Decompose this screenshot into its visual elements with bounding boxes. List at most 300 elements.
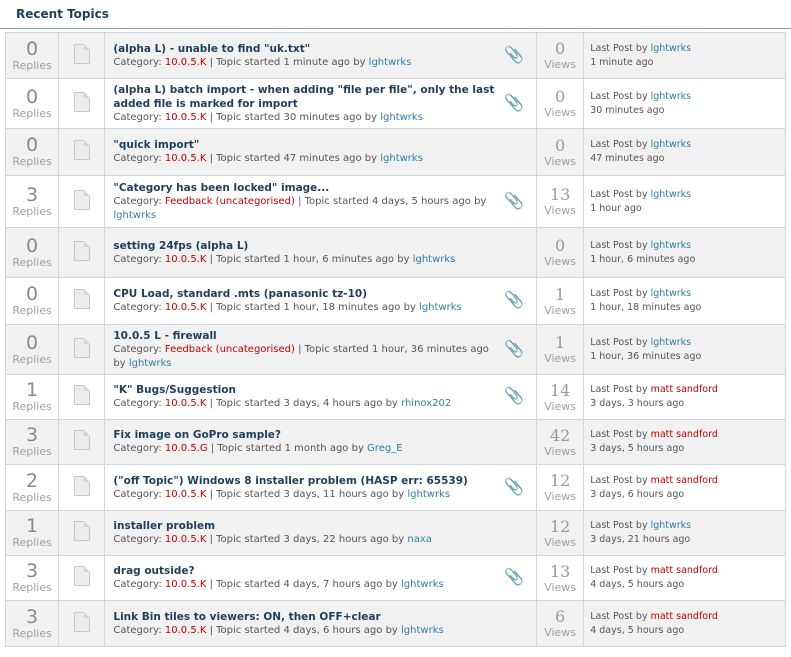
last-post-cell xyxy=(584,511,786,556)
last-post-user-link[interactable]: matt sandford xyxy=(650,384,718,395)
topic-cell xyxy=(105,325,537,375)
topic-row[interactable] xyxy=(6,465,786,511)
document-icon xyxy=(74,92,90,112)
topic-title-link[interactable]: 10.0.5 L - firewall xyxy=(113,329,217,342)
replies-cell xyxy=(6,601,59,647)
topic-meta xyxy=(113,195,496,223)
last-post-user-link[interactable]: matt sandford xyxy=(650,429,718,440)
last-post-user-link[interactable]: lghtwrks xyxy=(650,520,692,531)
views-count: 13 xyxy=(549,185,571,204)
last-post-time: 4 days, 5 hours ago xyxy=(590,624,685,636)
author-link[interactable]: lghtwrks xyxy=(113,209,157,221)
category-link[interactable]: 10.0.5.K xyxy=(164,624,207,636)
topic-row[interactable] xyxy=(6,176,786,228)
category-prefix: Category: xyxy=(113,56,165,68)
last-post-cell xyxy=(584,228,786,278)
topic-started-label: | Topic started xyxy=(206,302,284,313)
last-post-line xyxy=(590,428,779,442)
topic-started-label: | Topic started xyxy=(206,56,284,68)
last-post-cell xyxy=(584,556,786,601)
replies-cell xyxy=(6,129,59,176)
replies-cell xyxy=(6,420,59,465)
document-icon xyxy=(74,521,90,541)
recent-topics-header xyxy=(0,0,791,32)
page-title: Recent Topics xyxy=(16,7,109,21)
last-post-user-link[interactable]: matt sandford xyxy=(650,474,718,486)
replies-count: 0 xyxy=(26,331,39,354)
views-count: 1 xyxy=(555,284,566,304)
category-prefix: Category: xyxy=(113,398,165,409)
by-label: by xyxy=(382,398,402,409)
topic-row[interactable] xyxy=(6,511,786,556)
replies-cell xyxy=(6,228,59,278)
last-post-label: Last Post by xyxy=(590,239,651,251)
views-cell xyxy=(537,556,584,601)
topics-table xyxy=(5,32,786,647)
topic-started-label: | Topic started xyxy=(206,488,284,500)
views-cell xyxy=(537,33,584,79)
category-prefix: Category: xyxy=(113,111,165,123)
views-count: 14 xyxy=(549,380,571,400)
author-link[interactable]: lghtwrks xyxy=(407,488,451,500)
views-count: 0 xyxy=(555,135,566,155)
author-link[interactable]: Greg_E xyxy=(367,443,403,454)
author-link[interactable]: lghtwrks xyxy=(401,624,444,636)
topic-started-label: | Topic started xyxy=(294,343,372,355)
document-icon xyxy=(74,476,90,496)
document-icon xyxy=(74,140,90,160)
document-icon xyxy=(74,190,90,210)
views-count: 42 xyxy=(549,425,571,445)
replies-label: Replies xyxy=(12,255,52,269)
last-post-time: 3 days, 5 hours ago xyxy=(590,443,685,454)
last-post-line xyxy=(590,564,779,578)
paperclip-icon: 📎 xyxy=(504,567,525,586)
last-post-time: 1 hour ago xyxy=(590,202,642,214)
topic-title-link[interactable]: CPU Load, standard .mts (panasonic tz-10) xyxy=(113,288,368,300)
author-link[interactable]: rhinox202 xyxy=(401,398,452,409)
topic-icon-cell xyxy=(59,556,105,601)
last-post-line xyxy=(590,383,779,397)
topic-meta xyxy=(113,253,496,267)
views-cell xyxy=(537,420,584,465)
by-label: by xyxy=(113,357,129,369)
views-label: Views xyxy=(544,444,577,458)
paperclip-icon: 📎 xyxy=(504,92,525,112)
topic-title-link[interactable]: installer problem xyxy=(113,520,216,532)
topic-title-link[interactable]: (alpha L) - unable to find "uk.txt" xyxy=(113,42,311,55)
document-icon xyxy=(74,612,90,632)
replies-label: Replies xyxy=(12,58,52,72)
topic-cell xyxy=(105,228,537,278)
topic-started-label: | Topic started xyxy=(206,624,284,636)
topic-started-time: 4 days, 6 hours ago xyxy=(283,624,383,636)
views-label: Views xyxy=(544,535,577,549)
topic-cell xyxy=(105,375,537,420)
topic-icon-cell xyxy=(59,228,105,278)
by-label: by xyxy=(470,195,487,207)
views-label: Views xyxy=(544,204,577,217)
last-post-cell xyxy=(584,420,786,465)
replies-count: 0 xyxy=(26,85,39,108)
topic-cell xyxy=(105,420,537,465)
views-count: 6 xyxy=(555,607,566,626)
last-post-time: 3 days, 3 hours ago xyxy=(590,398,685,409)
topic-title-link[interactable]: Link Bin tiles to viewers: ON, then OFF+clear xyxy=(113,610,381,623)
topic-row[interactable] xyxy=(6,601,786,647)
category-link[interactable]: Feedback (uncategorised) xyxy=(164,343,295,355)
category-prefix: Category: xyxy=(113,443,165,454)
last-post-cell xyxy=(584,465,786,511)
topic-row[interactable] xyxy=(6,278,786,325)
topic-cell xyxy=(105,278,537,325)
replies-cell xyxy=(6,556,59,601)
paperclip-icon: 📎 xyxy=(504,190,525,210)
views-label: Views xyxy=(544,352,577,365)
paperclip-icon: 📎 xyxy=(504,386,525,405)
topic-started-label: | Topic started xyxy=(294,195,372,207)
replies-cell xyxy=(6,176,59,228)
document-icon xyxy=(74,241,90,261)
last-post-time: 1 hour, 36 minutes ago xyxy=(590,350,702,362)
document-icon xyxy=(74,566,90,586)
replies-label: Replies xyxy=(12,581,52,594)
last-post-label: Last Post by xyxy=(590,336,651,348)
topic-started-label: | Topic started xyxy=(206,153,284,164)
topic-meta xyxy=(113,152,496,166)
replies-count: 0 xyxy=(26,37,39,60)
last-post-cell xyxy=(584,176,786,228)
last-post-cell xyxy=(584,325,786,375)
category-prefix: Category: xyxy=(113,195,165,207)
replies-label: Replies xyxy=(12,490,52,504)
topic-icon-cell xyxy=(59,420,105,465)
topic-started-label: | Topic started xyxy=(207,443,285,454)
replies-cell xyxy=(6,511,59,556)
replies-label: Replies xyxy=(12,304,52,317)
last-post-cell xyxy=(584,278,786,325)
topic-started-time: 1 hour, 18 minutes ago xyxy=(283,302,401,313)
by-label: by xyxy=(361,111,381,123)
document-icon xyxy=(74,44,90,64)
last-post-line xyxy=(590,336,779,350)
replies-label: Replies xyxy=(12,204,52,218)
paperclip-icon: 📎 xyxy=(504,338,525,358)
last-post-line xyxy=(590,138,779,152)
views-cell xyxy=(537,79,584,129)
replies-count: 3 xyxy=(26,605,39,628)
topic-icon-cell xyxy=(59,601,105,647)
category-link[interactable]: 10.0.5.K xyxy=(164,534,207,545)
last-post-user-link[interactable]: lghtwrks xyxy=(650,188,692,200)
category-link[interactable]: 10.0.5.K xyxy=(164,253,207,265)
topic-meta xyxy=(113,56,496,70)
topic-icon-cell xyxy=(59,278,105,325)
topic-cell xyxy=(105,556,537,601)
author-link[interactable]: naxa xyxy=(407,534,432,545)
topic-meta xyxy=(113,578,496,592)
by-label: by xyxy=(382,624,402,636)
author-link[interactable]: lghtwrks xyxy=(128,357,172,369)
replies-cell xyxy=(6,278,59,325)
last-post-label: Last Post by xyxy=(590,565,651,576)
topic-cell xyxy=(105,511,537,556)
by-label: by xyxy=(348,443,368,454)
topic-row[interactable] xyxy=(6,420,786,465)
topic-title-link[interactable]: "K" Bugs/Suggestion xyxy=(113,384,236,396)
by-label: by xyxy=(350,56,369,68)
last-post-line xyxy=(590,42,779,56)
topic-row[interactable] xyxy=(6,129,786,176)
category-link[interactable]: 10.0.5.K xyxy=(164,56,207,68)
last-post-time: 3 days, 6 hours ago xyxy=(590,488,685,500)
views-count: 0 xyxy=(555,39,566,58)
last-post-cell xyxy=(584,79,786,129)
topic-started-label: | Topic started xyxy=(206,253,284,265)
topic-started-time: 1 hour, 36 minutes ago xyxy=(371,343,489,355)
author-link[interactable]: lghtwrks xyxy=(419,302,462,313)
topic-meta xyxy=(113,442,496,456)
replies-count: 3 xyxy=(26,183,39,206)
by-label: by xyxy=(388,488,408,500)
replies-label: Replies xyxy=(12,445,52,458)
replies-label: Replies xyxy=(12,352,52,366)
last-post-time: 30 minutes ago xyxy=(590,104,665,116)
topic-row[interactable] xyxy=(6,556,786,601)
views-count: 12 xyxy=(549,516,571,536)
last-post-label: Last Post by xyxy=(590,610,651,622)
topic-cell xyxy=(105,79,537,129)
header-divider xyxy=(0,28,791,29)
replies-cell xyxy=(6,375,59,420)
views-cell xyxy=(537,228,584,278)
topic-icon-cell xyxy=(59,176,105,228)
views-cell xyxy=(537,176,584,228)
topic-started-time: 1 hour, 6 minutes ago xyxy=(283,253,395,265)
last-post-line xyxy=(590,519,779,533)
topic-row[interactable] xyxy=(6,33,786,79)
author-link[interactable]: lghtwrks xyxy=(401,579,444,590)
topic-meta xyxy=(113,624,496,638)
views-label: Views xyxy=(544,154,577,168)
category-link[interactable]: 10.0.5.K xyxy=(164,579,207,590)
replies-cell xyxy=(6,465,59,511)
category-prefix: Category: xyxy=(113,343,165,355)
topic-title-link[interactable]: "quick import" xyxy=(113,139,200,151)
topic-started-time: 4 days, 5 hours ago xyxy=(371,195,471,207)
views-count: 0 xyxy=(555,87,566,106)
topic-started-time: 47 minutes ago xyxy=(283,153,362,164)
topic-title-link[interactable]: ("off Topic") Windows 8 installer problem (HASP err: 65539) xyxy=(113,474,468,487)
last-post-user-link[interactable]: lghtwrks xyxy=(650,90,692,102)
category-link[interactable]: 10.0.5.K xyxy=(164,153,207,164)
last-post-user-link[interactable]: matt sandford xyxy=(650,610,718,622)
last-post-label: Last Post by xyxy=(590,429,651,440)
topic-started-time: 1 month ago xyxy=(284,443,349,454)
last-post-time: 47 minutes ago xyxy=(590,153,665,164)
topic-title-link[interactable]: drag outside? xyxy=(113,565,195,577)
topic-title-link[interactable]: Fix image on GoPro sample? xyxy=(113,429,282,441)
last-post-user-link[interactable]: lghtwrks xyxy=(650,239,692,251)
last-post-label: Last Post by xyxy=(590,288,651,299)
replies-count: 2 xyxy=(26,469,39,492)
topic-title-link[interactable]: setting 24fps (alpha L) xyxy=(113,239,249,252)
last-post-line xyxy=(590,610,779,624)
views-cell xyxy=(537,465,584,511)
topic-started-label: | Topic started xyxy=(206,579,284,590)
topic-cell xyxy=(105,129,537,176)
category-link[interactable]: Feedback (uncategorised) xyxy=(164,195,295,207)
category-link[interactable]: 10.0.5.K xyxy=(164,111,207,123)
by-label: by xyxy=(361,153,381,164)
topic-cell xyxy=(105,33,537,79)
views-count: 0 xyxy=(555,236,566,255)
last-post-cell xyxy=(584,33,786,79)
replies-label: Replies xyxy=(12,155,52,168)
topic-started-label: | Topic started xyxy=(206,398,284,409)
last-post-time: 1 hour, 6 minutes ago xyxy=(590,253,696,265)
author-link[interactable]: lghtwrks xyxy=(380,111,423,123)
views-cell xyxy=(537,601,584,647)
last-post-time: 4 days, 5 hours ago xyxy=(590,579,685,590)
topic-started-time: 30 minutes ago xyxy=(283,111,362,123)
last-post-cell xyxy=(584,601,786,647)
last-post-label: Last Post by xyxy=(590,42,651,54)
topic-started-label: | Topic started xyxy=(206,111,284,123)
category-link[interactable]: 10.0.5.K xyxy=(164,398,207,409)
views-cell xyxy=(537,325,584,375)
views-cell xyxy=(537,375,584,420)
last-post-user-link[interactable]: lghtwrks xyxy=(650,288,692,299)
views-label: Views xyxy=(544,580,577,594)
paperclip-icon: 📎 xyxy=(504,44,525,64)
views-label: Views xyxy=(544,490,577,503)
category-prefix: Category: xyxy=(113,488,165,500)
views-label: Views xyxy=(544,58,577,71)
last-post-label: Last Post by xyxy=(590,474,651,486)
topic-started-time: 1 minute ago xyxy=(283,56,351,68)
views-label: Views xyxy=(544,626,577,639)
last-post-cell xyxy=(584,129,786,176)
last-post-user-link[interactable]: lghtwrks xyxy=(650,139,692,150)
topic-meta xyxy=(113,343,496,371)
replies-count: 1 xyxy=(26,515,39,537)
last-post-label: Last Post by xyxy=(590,90,651,102)
last-post-time: 1 minute ago xyxy=(590,56,654,68)
views-label: Views xyxy=(544,255,577,268)
topic-meta xyxy=(113,111,496,125)
topic-icon-cell xyxy=(59,511,105,556)
topic-row[interactable] xyxy=(6,79,786,129)
views-cell xyxy=(537,511,584,556)
category-link[interactable]: 10.0.5.G xyxy=(164,443,208,454)
topic-title-link[interactable]: (alpha L) batch import - when adding "file per file", only the last added file is marked for import xyxy=(113,83,495,110)
paperclip-icon: 📎 xyxy=(504,290,525,309)
by-label: by xyxy=(400,302,420,313)
replies-label: Replies xyxy=(12,400,52,413)
topic-row[interactable] xyxy=(6,325,786,375)
category-link[interactable]: 10.0.5.K xyxy=(164,302,207,313)
by-label: by xyxy=(388,534,408,545)
topic-cell xyxy=(105,601,537,647)
last-post-time: 3 days, 21 hours ago xyxy=(590,534,691,545)
last-post-label: Last Post by xyxy=(590,520,651,531)
last-post-label: Last Post by xyxy=(590,139,651,150)
topic-meta xyxy=(113,488,496,502)
topic-icon-cell xyxy=(59,129,105,176)
by-label: by xyxy=(382,579,402,590)
document-icon xyxy=(74,385,90,405)
topic-icon-cell xyxy=(59,325,105,375)
category-prefix: Category: xyxy=(113,253,165,265)
views-label: Views xyxy=(544,106,577,119)
topic-meta xyxy=(113,397,496,411)
last-post-label: Last Post by xyxy=(590,188,651,200)
replies-count: 1 xyxy=(26,379,39,401)
topic-icon-cell xyxy=(59,79,105,129)
replies-count: 0 xyxy=(26,283,39,305)
topic-title-link[interactable]: "Category has been locked" image... xyxy=(113,181,330,194)
replies-cell xyxy=(6,79,59,129)
document-icon xyxy=(74,289,90,309)
topic-meta xyxy=(113,533,496,547)
topic-icon-cell xyxy=(59,375,105,420)
replies-count: 3 xyxy=(26,424,39,446)
category-prefix: Category: xyxy=(113,624,165,636)
category-prefix: Category: xyxy=(113,302,165,313)
last-post-user-link[interactable]: lghtwrks xyxy=(650,42,692,54)
topic-meta xyxy=(113,301,496,315)
author-link[interactable]: lghtwrks xyxy=(380,153,423,164)
replies-label: Replies xyxy=(12,536,52,549)
topic-row[interactable] xyxy=(6,375,786,420)
views-count: 13 xyxy=(549,561,571,581)
replies-count: 0 xyxy=(26,234,39,257)
category-prefix: Category: xyxy=(113,534,165,545)
last-post-user-link[interactable]: lghtwrks xyxy=(650,336,692,348)
replies-count: 3 xyxy=(26,560,39,582)
document-icon xyxy=(74,338,90,358)
category-prefix: Category: xyxy=(113,153,165,164)
last-post-label: Last Post by xyxy=(590,384,651,395)
last-post-line xyxy=(590,90,779,104)
replies-cell xyxy=(6,325,59,375)
last-post-line xyxy=(590,188,779,202)
last-post-user-link[interactable]: matt sandford xyxy=(650,565,718,576)
topic-row[interactable] xyxy=(6,228,786,278)
topic-icon-cell xyxy=(59,465,105,511)
views-label: Views xyxy=(544,399,577,413)
replies-label: Replies xyxy=(12,106,52,120)
topic-started-time: 4 days, 7 hours ago xyxy=(283,579,383,590)
category-link[interactable]: 10.0.5.K xyxy=(164,488,207,500)
topic-icon-cell xyxy=(59,33,105,79)
paperclip-icon: 📎 xyxy=(504,476,525,496)
replies-count: 0 xyxy=(26,134,39,156)
views-count: 12 xyxy=(549,471,571,490)
topic-started-label: | Topic started xyxy=(206,534,284,545)
category-prefix: Category: xyxy=(113,579,165,590)
topic-started-time: 3 days, 22 hours ago xyxy=(283,534,389,545)
replies-label: Replies xyxy=(12,626,52,640)
views-label: Views xyxy=(544,303,577,317)
views-cell xyxy=(537,278,584,325)
topic-cell xyxy=(105,176,537,228)
author-link[interactable]: lghtwrks xyxy=(412,253,456,265)
topic-started-time: 3 days, 4 hours ago xyxy=(283,398,383,409)
views-count: 1 xyxy=(555,333,566,352)
author-link[interactable]: lghtwrks xyxy=(368,56,412,68)
